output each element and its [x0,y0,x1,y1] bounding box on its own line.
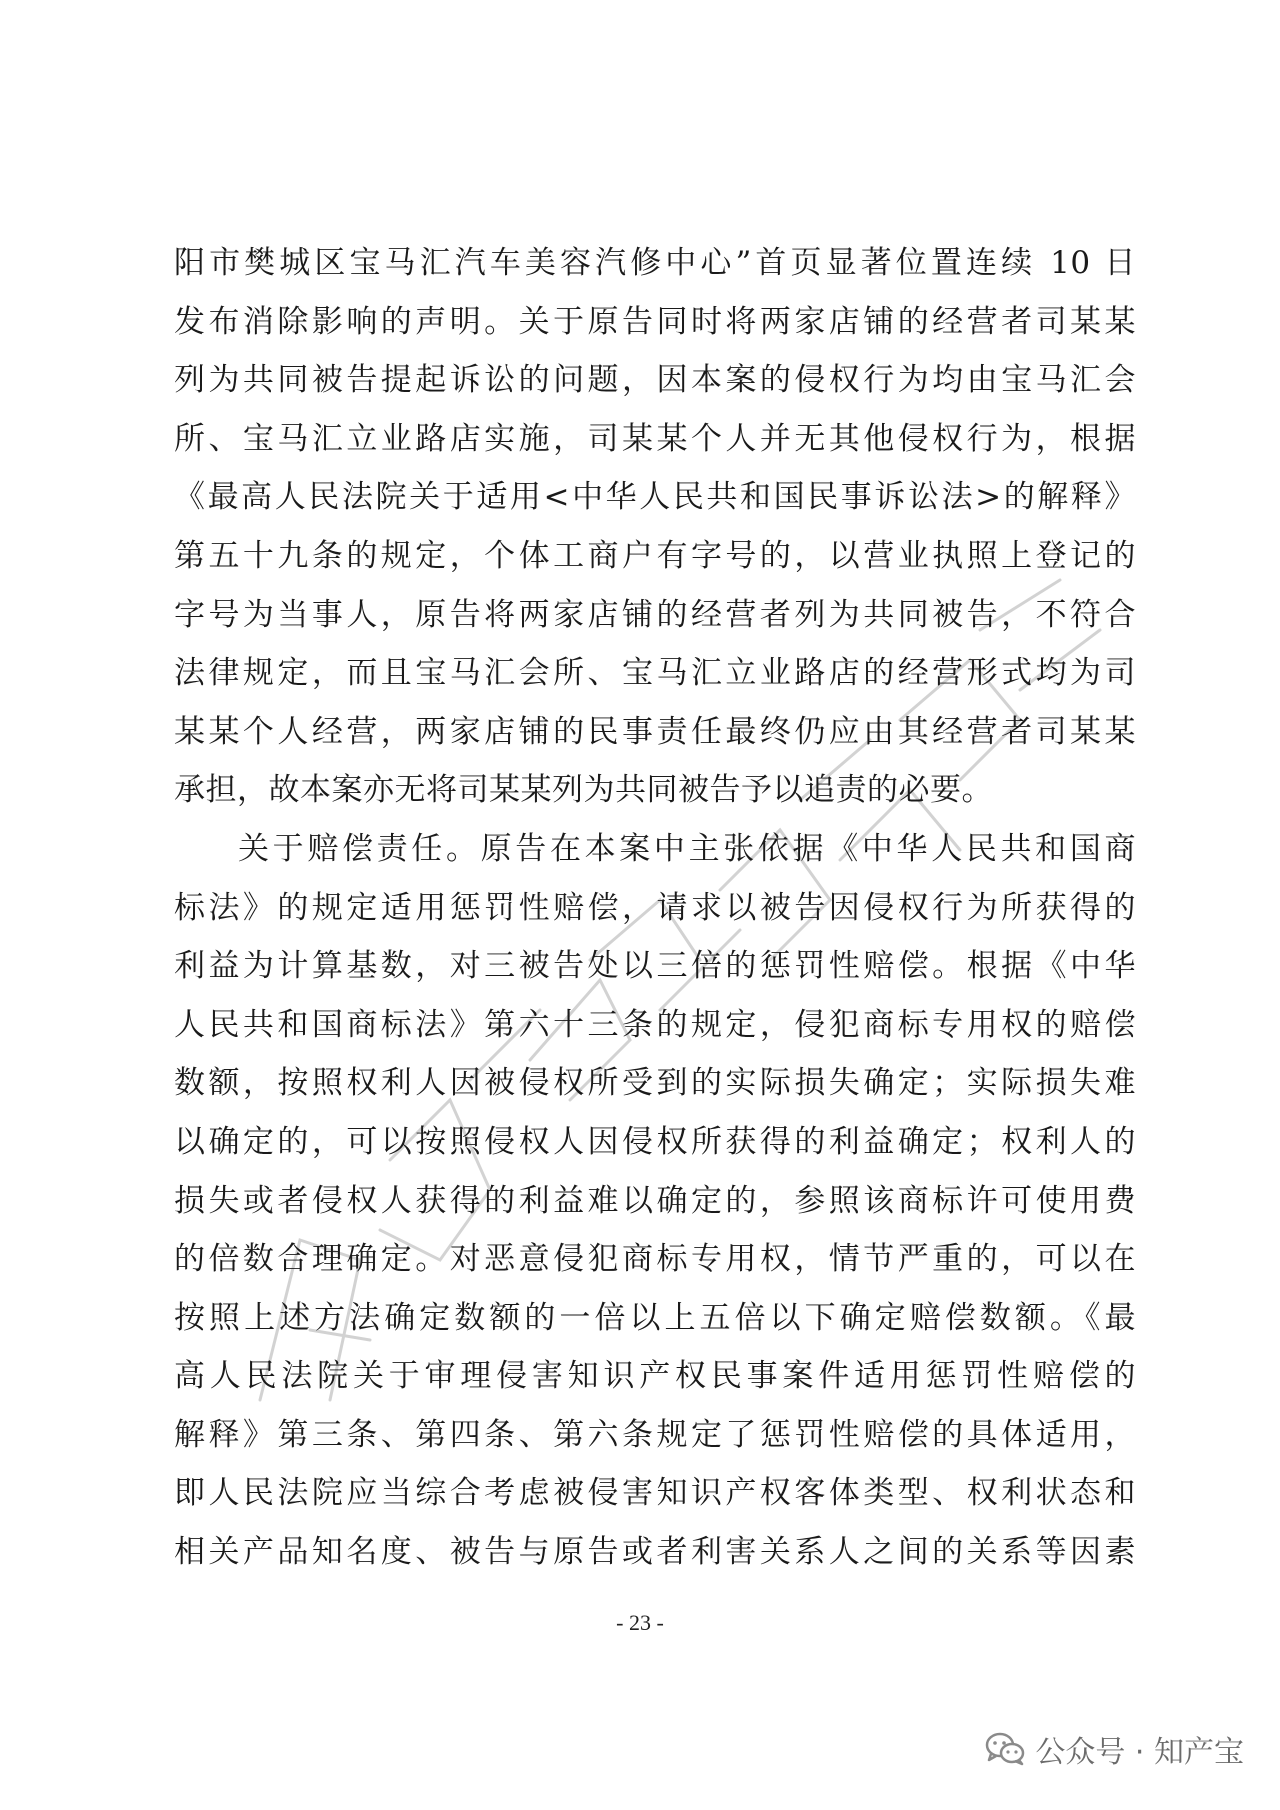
text-line-12: 标法》的规定适用惩罚性赔偿，请求以被告因侵权行为所获得的 [174,889,1136,926]
text-line-1: 阳市樊城区宝马汇汽车美容汽修中心”首页显著位置连续 10 日 [174,245,1136,281]
text-line-23: 相关产品知名度、被告与原告或者利害关系人之间的关系等因素 [174,1534,1136,1571]
text-line-9: 某某个人经营，两家店铺的民事责任最终仍应由其经营者司某某 [174,713,1136,750]
text-line-21: 解释》第三条、第四条、第六条规定了惩罚性赔偿的具体适用， [174,1416,1136,1453]
text-line-7: 字号为当事人，原告将两家店铺的经营者列为共同被告，不符合 [174,596,1136,633]
text-line-5: 《最高人民法院关于适用<中华人民共和国民事诉讼法>的解释》 [174,479,1136,516]
wechat-icon [985,1732,1025,1766]
text-line-11: 关于赔偿责任。原告在本案中主张依据《中华人民共和国商 [238,830,1136,867]
text-line-22: 即人民法院应当综合考虑被侵害知识产权客体类型、权利状态和 [174,1475,1136,1512]
text-line-17: 损失或者侵权人获得的利益难以确定的，参照该商标许可使用费 [174,1182,1136,1219]
text-line-13: 利益为计算基数，对三被告处以三倍的惩罚性赔偿。根据《中华 [174,948,1136,985]
text-line-3: 列为共同被告提起诉讼的问题，因本案的侵权行为均由宝马汇会 [174,362,1136,399]
text-line-19: 按照上述方法确定数额的一倍以上五倍以下确定赔偿数额。《最 [174,1299,1136,1336]
page-number: - 23 - [616,1610,664,1635]
text-line-14: 人民共和国商标法》第六十三条的规定，侵犯商标专用权的赔偿 [174,1006,1136,1043]
text-line-4: 所、宝马汇立业路店实施，司某某个人并无其他侵权行为，根据 [174,420,1136,457]
footer-brand[interactable] [985,1727,1244,1771]
text-line-2: 发布消除影响的声明。关于原告同时将两家店铺的经营者司某某 [174,303,1136,340]
text-line-6: 第五十九条的规定，个体工商户有字号的，以营业执照上登记的 [174,537,1136,574]
text-line-15: 数额，按照权利人因被侵权所受到的实际损失确定；实际损失难 [174,1065,1136,1102]
body-text [174,234,1136,1582]
footer-brand-label: 公众号 · 知产宝 [1035,1735,1244,1770]
text-line-16: 以确定的，可以按照侵权人因侵权所获得的利益确定；权利人的 [174,1123,1136,1160]
text-line-20: 高人民法院关于审理侵害知识产权民事案件适用惩罚性赔偿的 [174,1358,1136,1395]
text-line-8: 法律规定，而且宝马汇会所、宝马汇立业路店的经营形式均为司 [174,655,1136,692]
text-line-10: 承担，故本案亦无将司某某列为共同被告予以追责的必要。 [174,772,993,809]
text-line-18: 的倍数合理确定。对恶意侵犯商标专用权，情节严重的，可以在 [174,1241,1136,1278]
